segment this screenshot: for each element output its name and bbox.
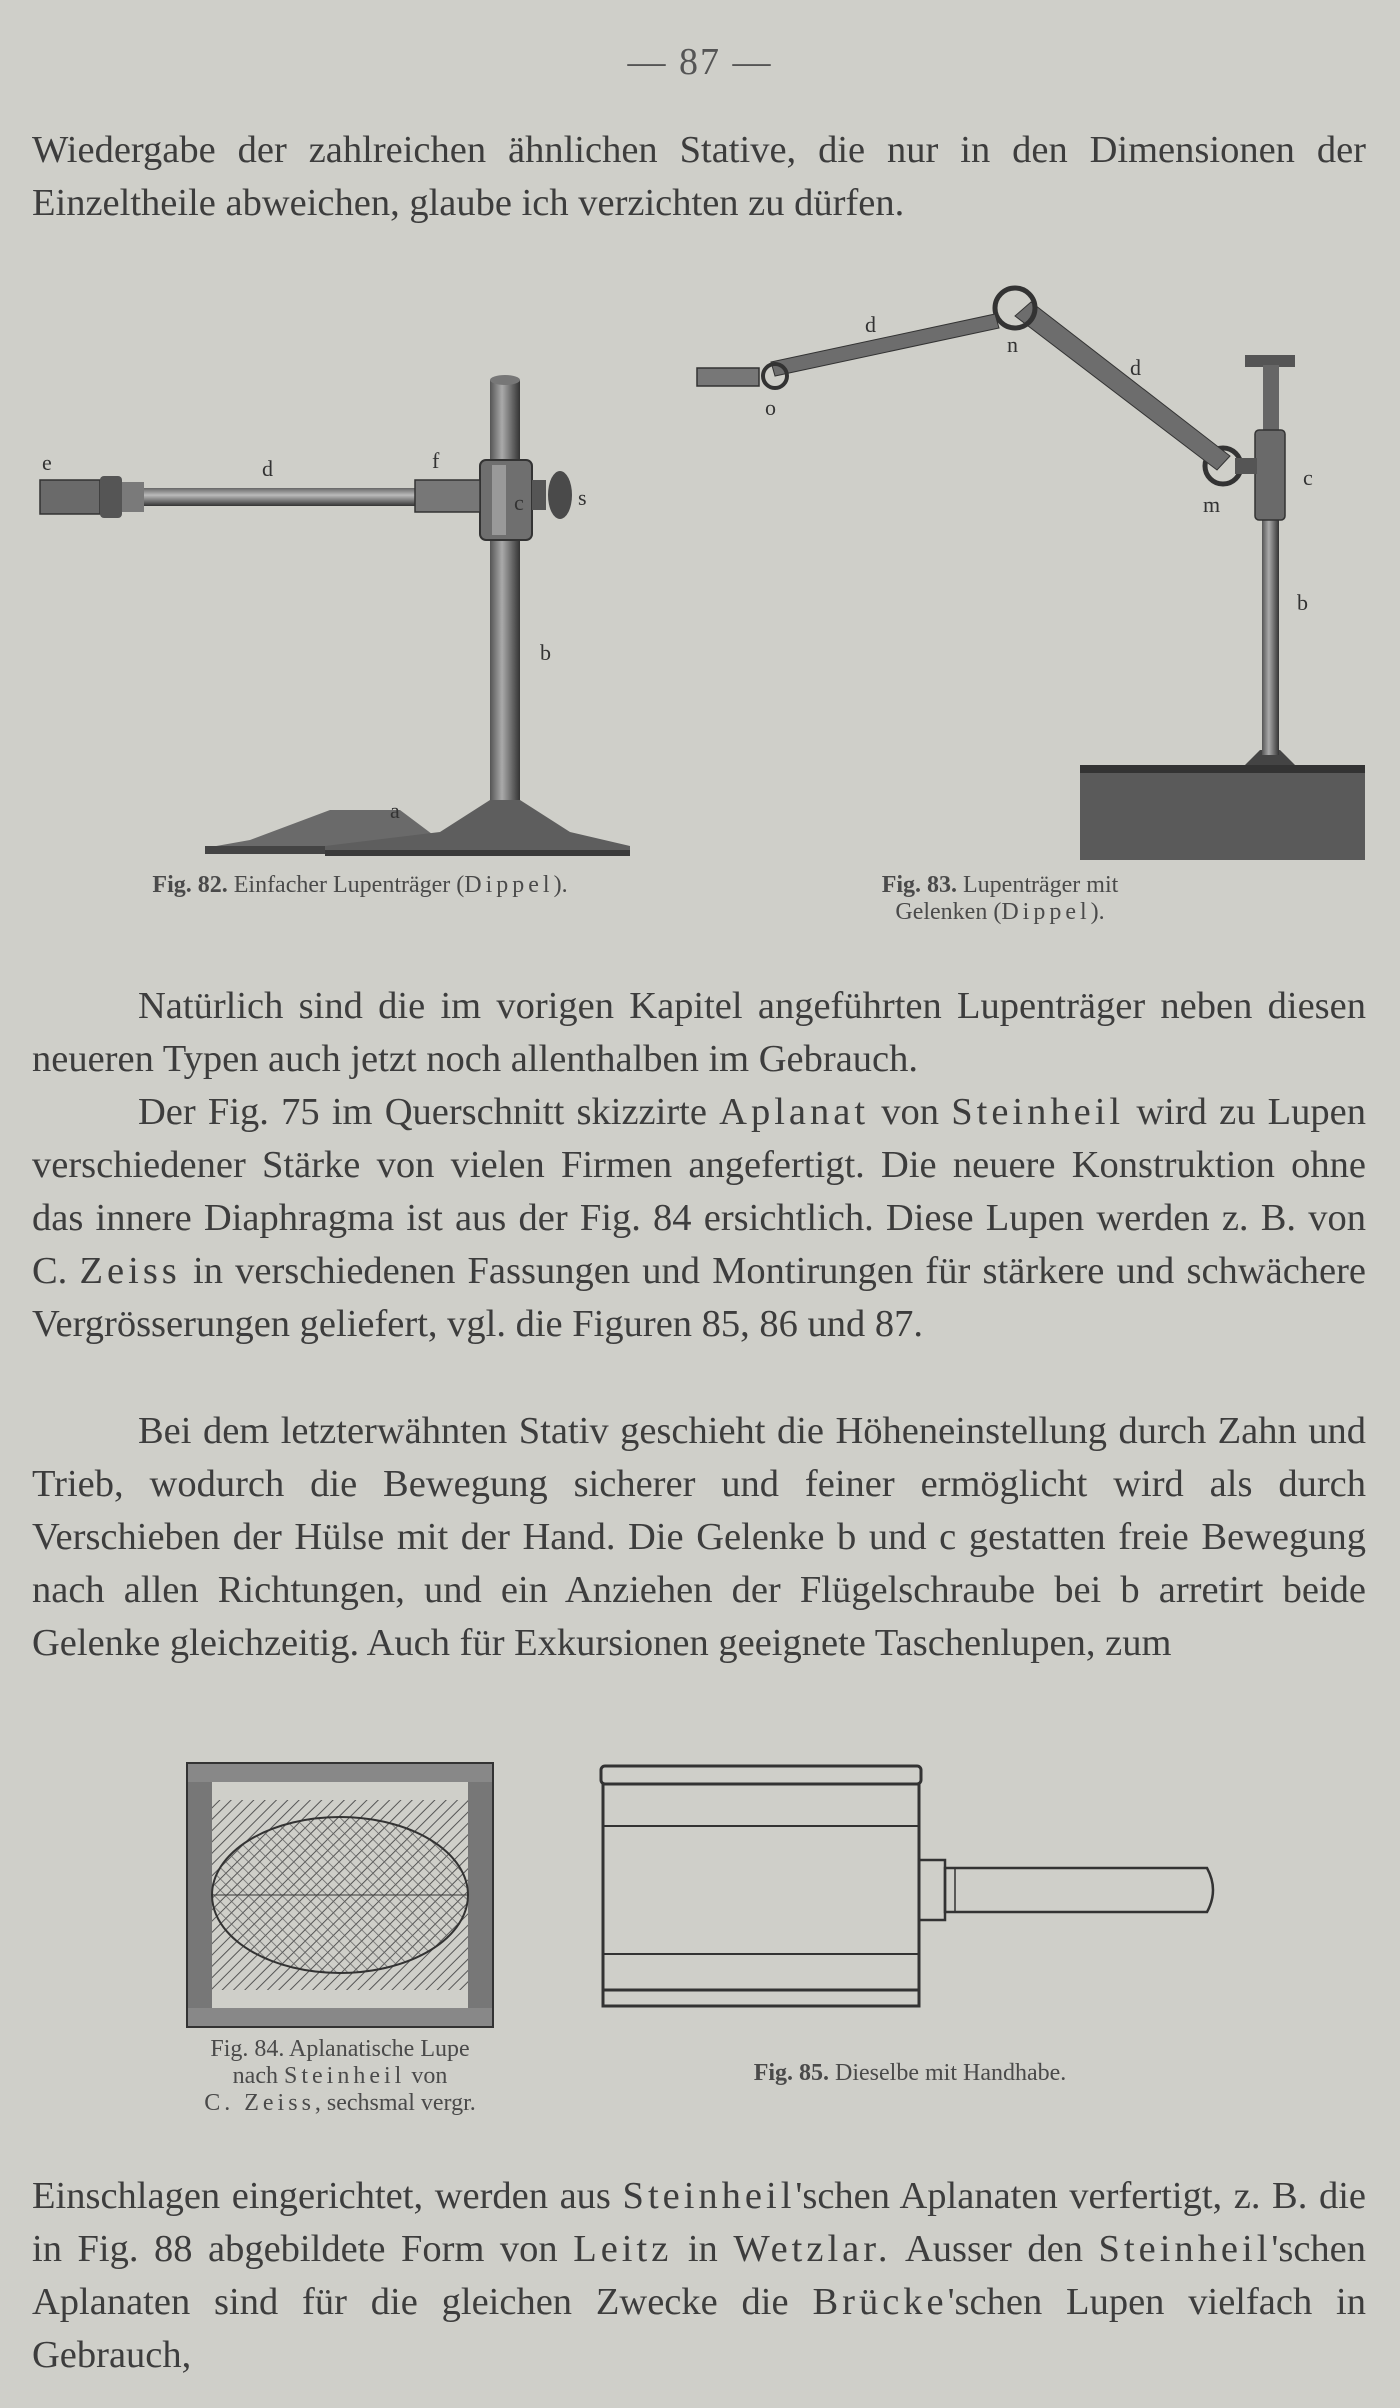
fig-83-caption-line2: Gelenken ( xyxy=(895,899,1002,925)
paragraph-3-text-1: Der Fig. 75 im Querschnitt skizzirte xyxy=(138,1091,707,1133)
fig-83-caption-prefix: Fig. 83. xyxy=(881,872,958,898)
fig-85-caption xyxy=(660,2060,1160,2087)
paragraph-3-zeiss: Zeiss xyxy=(79,1250,181,1292)
fig-82-caption xyxy=(60,872,660,899)
fig-83-label-d1: d xyxy=(865,312,876,337)
page-number: — 87 — xyxy=(627,41,773,83)
paragraph-2 xyxy=(32,980,1366,1086)
fig-82-caption-text: Einfacher Lupenträger ( xyxy=(233,872,465,898)
paragraph-3-text-3: wird zu Lupen verschiedener Stärke von vielen Firmen angefertigt. Die neuere Konstruktion ohne das innere Diaphragma ist aus der Fig. 84 ersichtlich. Diese Lupen werden z. B. von C. xyxy=(32,1091,1367,1292)
paragraph-4-text: Bei dem letzterwähnten Stativ geschieht die Höheneinstellung durch Zahn und Trieb, wodurch die Bewegung sicherer und feiner ermöglicht wird als durch Verschieben der Hülse mit der Hand. Die Gelenke b und c gestatten freie Bewegung nach allen Richtungen, und ein Anziehen der Flügelschraube bei b arretirt beide Gelenke gleichzeitig. Auch für Exkursionen geeignete Taschenlupen, zum xyxy=(32,1410,1366,1664)
fig-82-label-s: s xyxy=(578,485,587,510)
fig-85-drawing xyxy=(595,1760,1225,2020)
fig-82-drawing xyxy=(30,370,680,860)
paragraph-5-text-6: 'schen Lupen vielfach in Gebrauch, xyxy=(32,2281,1366,2376)
fig-84-caption-line3-post: , sechsmal vergr. xyxy=(314,2090,476,2116)
paragraph-5-steinheil-1: Steinheil xyxy=(622,2175,796,2217)
fig-83-label-c: c xyxy=(1303,465,1313,490)
fig-84-caption-line2-pre: nach xyxy=(232,2063,278,2089)
fig-84-drawing xyxy=(180,1760,500,2030)
fig-85-caption-prefix: Fig. 85. xyxy=(753,2060,830,2086)
paragraph-3-aplanat: Aplanat xyxy=(719,1091,870,1133)
fig-84-caption xyxy=(140,2036,540,2117)
paragraph-5-text-5: 'schen Aplanaten sind für die gleichen Zwecke die xyxy=(32,2228,1367,2323)
paragraph-5-text-3: in xyxy=(687,2228,718,2270)
paragraph-5-steinheil-2: Steinheil xyxy=(1098,2228,1272,2270)
fig-84-caption-line2-post: von xyxy=(411,2063,448,2089)
fig-82-label-c: c xyxy=(514,490,524,515)
paragraph-5-text-4: Ausser den xyxy=(904,2228,1083,2270)
fig-83-caption-line1: Lupenträger mit xyxy=(963,872,1119,898)
fig-83-label-b: b xyxy=(1297,590,1308,615)
fig-82-label-f: f xyxy=(432,448,440,473)
fig-83-drawing xyxy=(695,280,1375,870)
paragraph-5 xyxy=(32,2170,1366,2382)
fig-83-caption xyxy=(800,872,1200,926)
fig-83-label-o: o xyxy=(765,395,776,420)
fig-82-label-a: a xyxy=(390,798,400,823)
fig-82-label-e: e xyxy=(42,450,52,475)
paragraph-3 xyxy=(32,1086,1366,1351)
fig-82-caption-name: Dippel xyxy=(464,872,554,898)
fig-83-caption-name: Dippel xyxy=(1001,899,1091,925)
paragraph-3-text-4: in verschiedenen Fassungen und Montirungen für stärkere und schwächere Vergrösserungen geliefert, vgl. die Figuren 85, 86 und 87. xyxy=(32,1250,1367,1345)
paragraph-5-wetzlar: Wetzlar. xyxy=(733,2228,892,2270)
fig-84-caption-line1: Fig. 84. Aplanatische Lupe xyxy=(210,2036,470,2062)
paragraph-5-leitz: Leitz xyxy=(573,2228,673,2270)
paragraph-4 xyxy=(32,1405,1366,1670)
paragraph-3-steinheil: Steinheil xyxy=(951,1091,1125,1133)
fig-83-label-n: n xyxy=(1007,332,1018,357)
fig-82-label-b: b xyxy=(540,640,551,665)
fig-83-label-d2: d xyxy=(1130,355,1141,380)
fig-83-caption-end: ). xyxy=(1090,899,1105,925)
fig-82-label-d: d xyxy=(262,456,273,481)
paragraph-3-text-2: von xyxy=(881,1091,940,1133)
paragraph-5-bruecke: Brücke xyxy=(812,2281,948,2323)
fig-84-caption-steinheil: Steinheil xyxy=(283,2063,406,2089)
paragraph-1: Wiedergabe der zahlreichen ähnlichen Stative, die nur in den Dimensionen der Einzeltheile abweichen, glaube ich verzichten zu dürfen. xyxy=(32,129,1366,224)
paragraph-2-text: Natürlich sind die im vorigen Kapitel angeführten Lupenträger neben diesen neueren Typen auch jetzt noch allenthalben im Gebrauch. xyxy=(32,985,1366,1080)
paragraph-5-text-1: Einschlagen eingerichtet, werden aus xyxy=(32,2175,611,2217)
fig-82-caption-end: ). xyxy=(553,872,568,898)
fig-84-caption-zeiss: C. Zeiss xyxy=(204,2090,315,2116)
paragraph-5-text-2: 'schen Aplanaten verfertigt, z. B. die in Fig. 88 abgebildete Form von xyxy=(32,2175,1366,2270)
fig-82-caption-prefix: Fig. 82. xyxy=(152,872,228,898)
fig-85-caption-text: Dieselbe mit Handhabe. xyxy=(835,2060,1067,2086)
fig-83-label-m: m xyxy=(1203,492,1221,517)
